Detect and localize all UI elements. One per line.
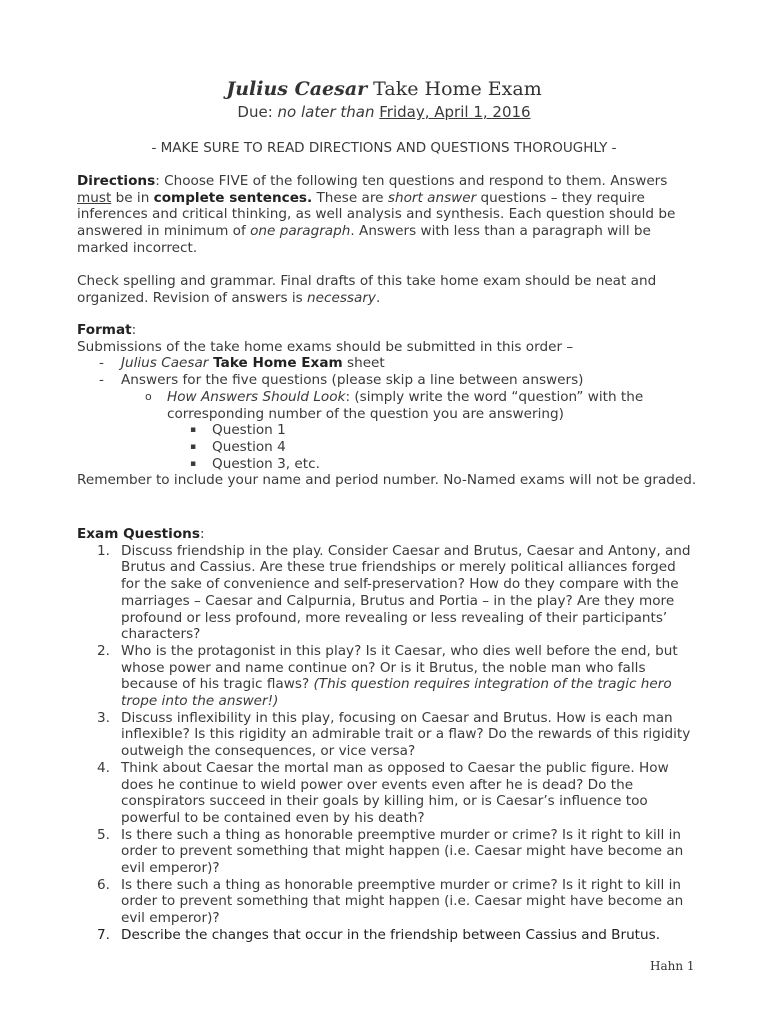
directions-short-answer: short answer	[387, 189, 477, 206]
question-number: 1.	[97, 542, 110, 559]
question-item	[77, 543, 697, 643]
square-bullet: ▪	[190, 425, 197, 436]
format-intro: Submissions of the take home exams should be submitted in this order –	[77, 338, 574, 355]
directions-paragraph	[77, 173, 697, 257]
directions-must: must	[77, 189, 112, 206]
question-3-text: Discuss inflexibility in this play, focusing on Caesar and Brutus. How is each man inflexible? Is this rigidity an admirable trait or a flaw? Do the rewards of this rigidity outweigh the consequences, or vice versa?	[121, 709, 691, 760]
check-text-1: Check spelling and grammar. Final drafts of this take home exam should be neat and organized. Revision of answers is	[77, 273, 657, 306]
question-item	[77, 927, 697, 944]
dash-bullet: -	[99, 355, 104, 372]
format-item1-italic: Julius Caesar	[121, 355, 209, 372]
question-5-text: Is there such a thing as honorable preemptive murder or crime? Is it right to kill in order to prevent something that might happen (i.e. Caesar might have become an evil emperor)?	[121, 826, 684, 877]
directions-label: Directions	[77, 173, 156, 189]
directions-text-5: . Answers with less than a paragraph will be marked incorrect.	[77, 223, 651, 256]
questions-label: Exam Questions	[77, 526, 200, 542]
format-colon: :	[131, 322, 137, 338]
question-1-text: Discuss friendship in the play. Consider Caesar and Brutus, Caesar and Antony, and Brutus and Cassius. Are these true friendships or merely political alliances forged for the sake of convenience and self-preservation? How do they compare with the marriages – Caesar and Calpurnia, Brutus and Portia – in the play? Are they more profound or less profound, more revealing or less revealing of their participants’ characters?	[121, 542, 691, 643]
check-necessary: necessary	[307, 289, 376, 306]
list-item	[77, 439, 697, 456]
format-item2: Answers for the five questions (please skip a line between answers)	[121, 372, 584, 389]
question-number: 2.	[97, 642, 110, 659]
title-rest: Take Home Exam	[367, 78, 542, 100]
example-question-1: Question 1	[212, 422, 286, 439]
title-italic: Julius Caesar	[226, 78, 368, 100]
format-reminder: Remember to include your name and period number. No-Named exams will not be graded.	[77, 472, 697, 489]
due-qualifier: no later than	[277, 103, 375, 121]
format-section	[77, 322, 697, 489]
directions-text-4: questions – they require inferences and critical thinking, as well analysis and synthesis. Each question should be answered in minimum of	[77, 189, 676, 240]
square-bullet: ▪	[190, 441, 197, 452]
questions-section	[77, 526, 697, 944]
question-2-note: (This question requires integration of the tragic hero trope into the answer!)	[121, 676, 672, 710]
format-sub-italic: How Answers Should Look	[167, 388, 346, 405]
question-item	[77, 643, 697, 710]
question-2-text: Who is the protagonist in this play? Is it Caesar, who dies well before the end, but whose power and name continue on? Or is it Brutus, the noble man who falls because of his tragic flaws?	[121, 642, 678, 693]
exam-title	[0, 78, 768, 100]
questions-colon: :	[199, 526, 205, 542]
list-item	[77, 389, 697, 422]
due-label: Due:	[237, 103, 273, 121]
question-number: 6.	[97, 876, 110, 893]
directions-text-3: These are	[312, 189, 388, 206]
page-footer: Hahn 1	[650, 959, 695, 973]
square-bullet: ▪	[190, 458, 197, 469]
directions-text-1: : Choose FIVE of the following ten questions and respond to them. Answers	[155, 173, 668, 189]
check-text-2: .	[375, 289, 381, 306]
list-item	[77, 372, 697, 389]
list-item	[77, 456, 697, 473]
list-item	[77, 422, 697, 439]
question-7-text: Describe the changes that occur in the friendship between Cassius and Brutus.	[121, 926, 661, 943]
dash-bullet: -	[99, 372, 104, 389]
question-item	[77, 827, 697, 877]
format-sub-rest: : (simply write the word “question” with the corresponding number of the question you are answering)	[167, 388, 644, 422]
directions-text-2: be in	[111, 189, 154, 206]
format-item1-rest: sheet	[342, 355, 385, 372]
question-number: 7.	[97, 926, 110, 943]
instruction-banner: - MAKE SURE TO READ DIRECTIONS AND QUESTIONS THOROUGHLY -	[151, 140, 617, 156]
question-item	[77, 760, 697, 827]
question-number: 3.	[97, 709, 110, 726]
question-item	[77, 710, 697, 760]
directions-one-paragraph: one paragraph	[250, 223, 351, 240]
question-number: 5.	[97, 826, 110, 843]
due-line	[0, 103, 768, 121]
question-number: 4.	[97, 759, 110, 776]
circle-bullet: o	[145, 389, 152, 403]
check-paragraph	[77, 273, 697, 306]
list-item	[77, 355, 697, 372]
format-label: Format	[77, 322, 132, 338]
example-question-3: Question 3, etc.	[212, 455, 320, 472]
question-item	[77, 877, 697, 927]
question-4-text: Think about Caesar the mortal man as opposed to Caesar the public figure. How does he continue to wield power over events even after he is dead? Do the conspirators succeed in their goals by killing him, or is Caesar’s influence too powerful to be contained even by his death?	[121, 759, 669, 826]
example-question-4: Question 4	[212, 438, 286, 455]
question-6-text: Is there such a thing as honorable preemptive murder or crime? Is it right to kill in order to prevent something that might happen (i.e. Caesar might have become an evil emperor)?	[121, 876, 684, 927]
due-date: Friday, April 1, 2016	[379, 103, 531, 121]
format-item1-bold: Take Home Exam	[208, 355, 343, 372]
directions-complete: complete sentences.	[153, 189, 313, 206]
